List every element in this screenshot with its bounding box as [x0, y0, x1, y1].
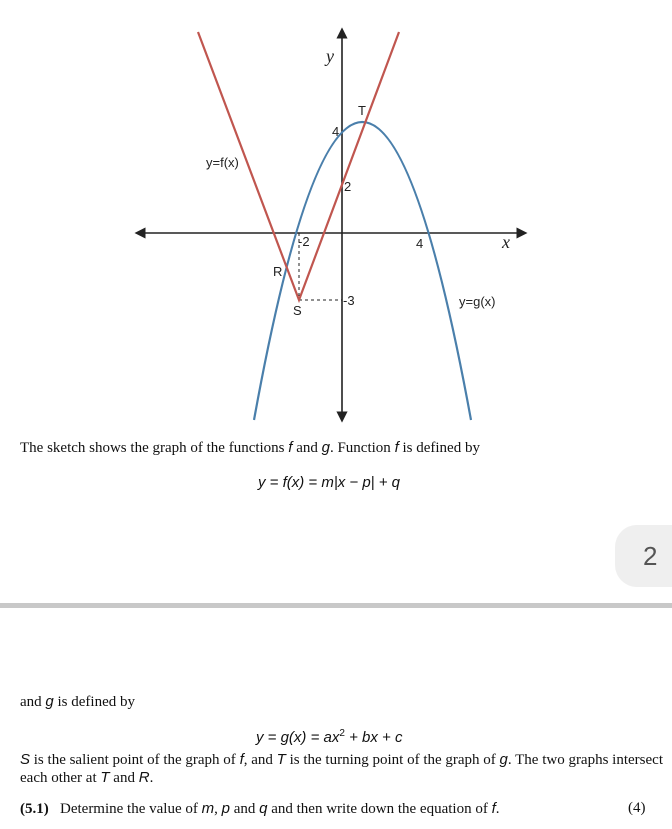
y-axis-label: y	[326, 46, 334, 66]
tick-label-y-4: 4	[332, 124, 340, 139]
g-defined-sentence: and g is defined by	[20, 693, 135, 710]
g-curve	[254, 122, 471, 420]
g-label: y=g(x)	[459, 294, 496, 309]
tick-label-x-neg2: -2	[298, 234, 310, 249]
page-number: 2	[643, 540, 658, 571]
equation-f: y = f(x) = m|x − p| + q	[258, 474, 401, 491]
question-number: (5.1)	[20, 801, 49, 817]
equation-g: $y = g(x) = ax^2$ + bx + c	[256, 728, 403, 746]
question-5-1: (5.1) Determine the value of m, p and q and then write down the equation of f.	[20, 800, 500, 817]
intro-sentence: The sketch shows the graph of the functions f and g. Function f is defined by	[20, 439, 480, 456]
page-divider	[0, 603, 672, 608]
tick-label-y-neg3: -3	[343, 293, 355, 308]
f-label: y=f(x)	[206, 155, 239, 170]
x-axis-label: x	[502, 232, 510, 252]
tick-label-x-4: 4	[416, 236, 424, 251]
salient-point-sentence: S is the salient point of the graph of f, and T is the turning point of the graph of g. The two graphs intersect	[20, 751, 663, 768]
point-R-label: R	[273, 264, 283, 279]
question-marks: (4)	[628, 800, 646, 816]
page-number-badge	[615, 525, 672, 587]
point-S-label: S	[293, 303, 302, 318]
point-T-label: T	[358, 103, 366, 118]
intersect-sentence: each other at T and R.	[20, 769, 154, 786]
tick-label-y-2: 2	[344, 179, 352, 194]
